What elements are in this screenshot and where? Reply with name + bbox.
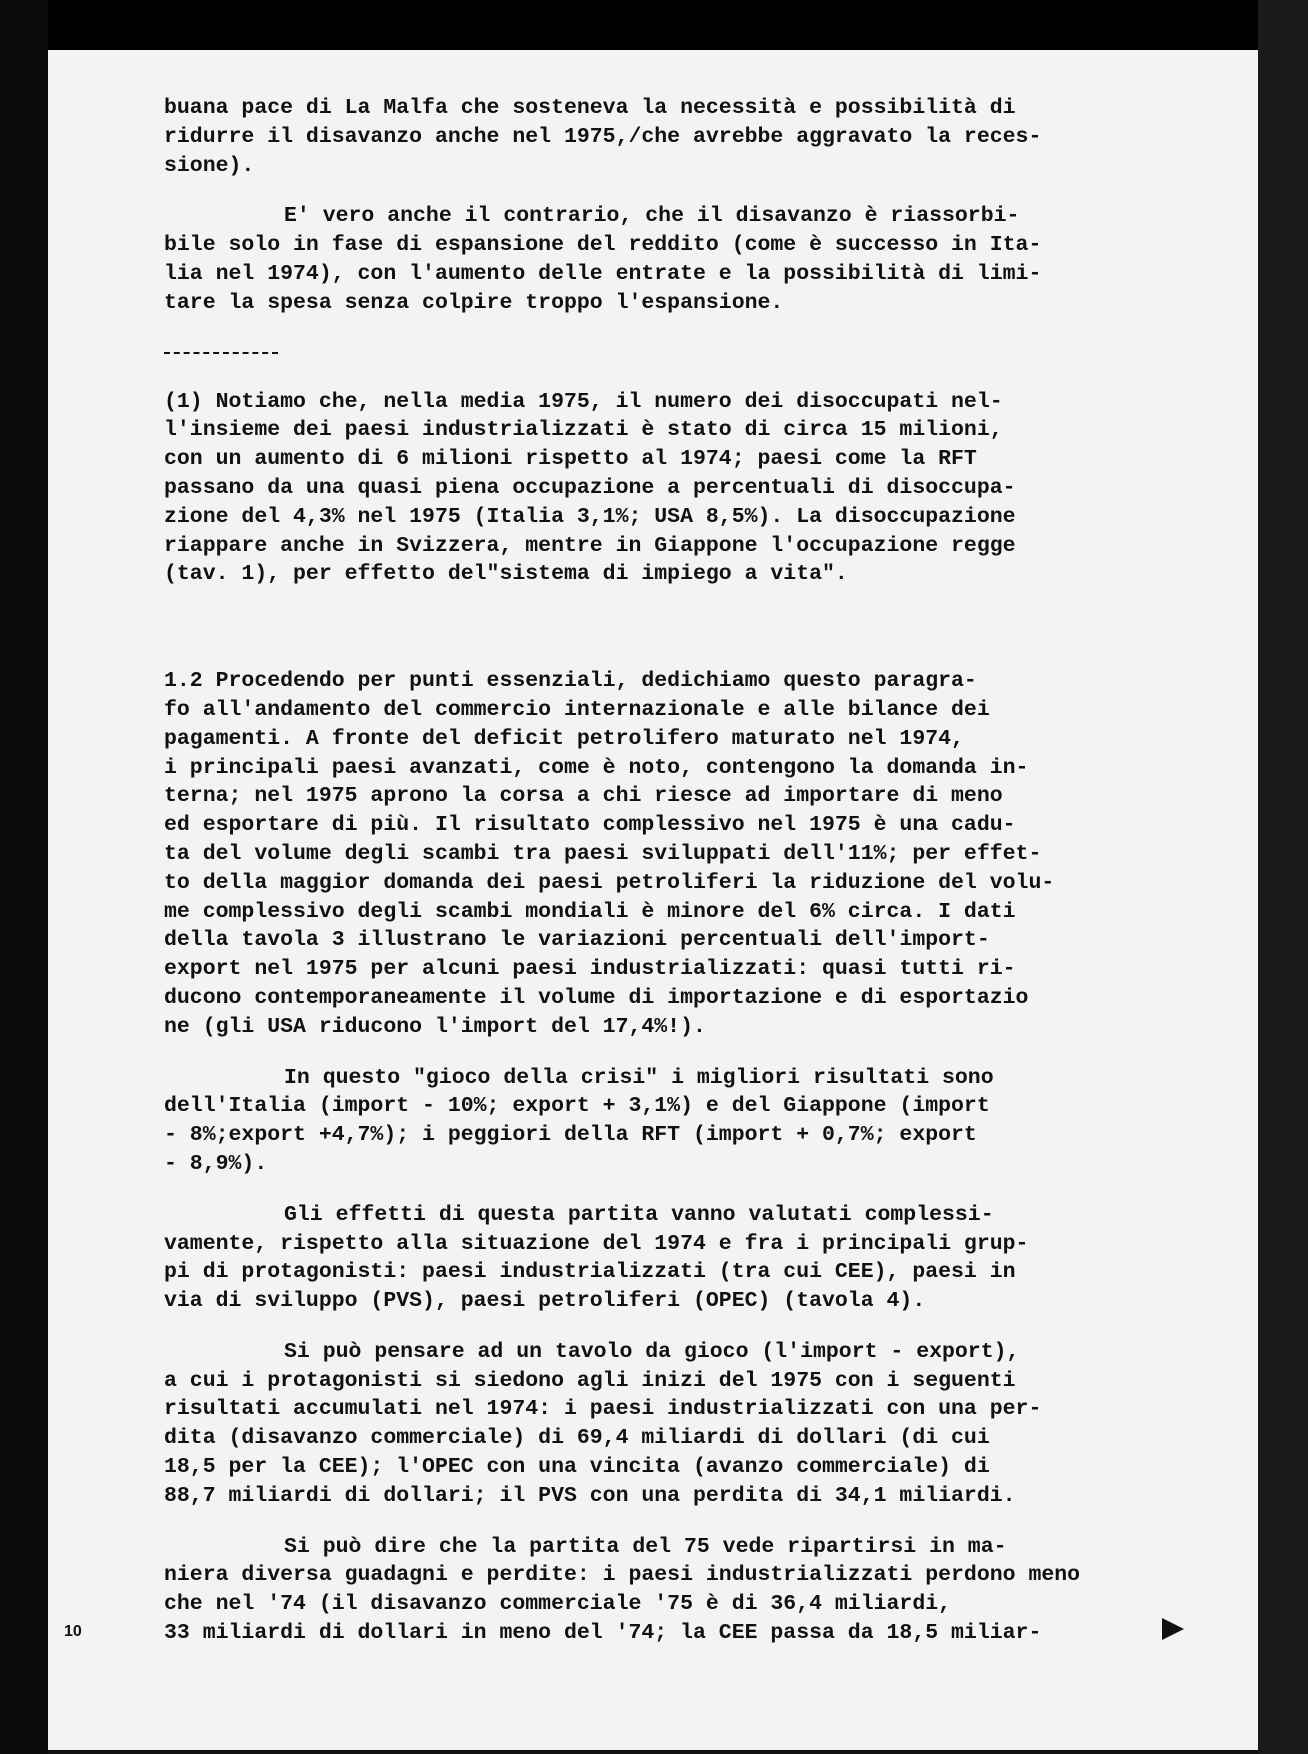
paragraph: 1.2 Procedendo per punti essenziali, dedichiamo questo paragra- fo all'andamento del commercio internazionale e alle bilance dei pagamenti. A fronte del deficit petrolifero maturato nel 1974, i principali paesi avanzati, come è noto, contengono la domanda in- terna; nel 1975 aprono la corsa a chi riesce ad importare di meno ed esportare di più. Il risultato complessivo nel 1975 è una cadu- ta del volume degli scambi tra paesi sviluppati dell'11%; per effet- to della maggior domanda dei paesi petroliferi la riduzione del volu- me complessivo degli scambi mondiali è minore del 6% circa. I dati della tavola 3 illustrano le variazioni percentuali dell'import- export nel 1975 per alcuni paesi industrializzati: quasi tutti ri- ducono contemporaneamente il volume di importazione e di esportazio ne (gli USA riducono l'import del 17,4%!).: [164, 669, 1055, 1039]
footnote: (1) Notiamo che, nella media 1975, il numero dei disoccupati nel- l'insieme dei paesi industrializzati è stato di circa 15 milioni, con un aumento di 6 milioni rispetto al 1974; paesi come la RFT passano da una quasi piena occupazione a percentuali di disoccupa- zione del 4,3% nel 1975 (Italia 3,1%; USA 8,5%). La disoccupazione riappare anche in Svizzera, mentre in Giappone l'occupazione regge (tav. 1), per effetto del"sistema di impiego a vita".: [164, 389, 1016, 587]
scan-border-left: [0, 0, 48, 1754]
document-page: [48, 50, 1258, 1750]
scan-border-right: [1258, 0, 1308, 1754]
paragraph: Si può pensare ad un tavolo da gioco (l'import - export), a cui i protagonisti si siedono agli inizi del 1975 con i seguenti risultati accumulati nel 1974: i paesi industrializzati con una per- dita (disavanzo commerciale) di 69,4 miliardi di dollari (di cui 18,5 per la CEE); l'OPEC con una vincita (avanzo commerciale) di 88,7 miliardi di dollari; il PVS con una perdita di 34,1 miliardi.: [164, 1339, 1042, 1508]
continue-arrow-icon: [1162, 1618, 1184, 1640]
paragraph: buana pace di La Malfa che sosteneva la necessità e possibilità di ridurre il disavanzo anche nel 1975,/che avrebbe aggravato la reces- sione).: [164, 96, 1042, 178]
footnote-separator: [164, 352, 278, 354]
paragraph: Gli effetti di questa partita vanno valutati complessi- vamente, rispetto alla situazione del 1974 e fra i principali grup- pi di protagonisti: paesi industrializzati (tra cui CEE), paesi in via di sviluppo (PVS), paesi petroliferi (OPEC) (tavola 4).: [164, 1202, 1029, 1314]
paragraph: E' vero anche il contrario, che il disavanzo è riassorbi- bile solo in fase di espansione del reddito (come è successo in Ita- lia nel 1974), con l'aumento delle entrate e la possibilità di limi- tare la spesa senza colpire troppo l'espansione.: [164, 204, 1042, 315]
paragraph: In questo "gioco della crisi" i migliori risultati sono dell'Italia (import - 10%; export + 3,1%) e del Giappone (import - 8%;export +4,7%); i peggiori della RFT (import + 0,7%; export - 8,9%).: [164, 1065, 994, 1176]
page-body: [164, 94, 1174, 1670]
scan-border-top: [0, 0, 1308, 52]
page-number: 10: [64, 1623, 82, 1640]
paragraph: Si può dire che la partita del 75 vede ripartirsi in ma- niera diversa guadagni e perdite: i paesi industrializzati perdono meno che nel '74 (il disavanzo commerciale '75 è di 36,4 miliardi, 33 miliardi di dollari in meno del '74; la CEE passa da 18,5 miliar-: [164, 1534, 1081, 1646]
